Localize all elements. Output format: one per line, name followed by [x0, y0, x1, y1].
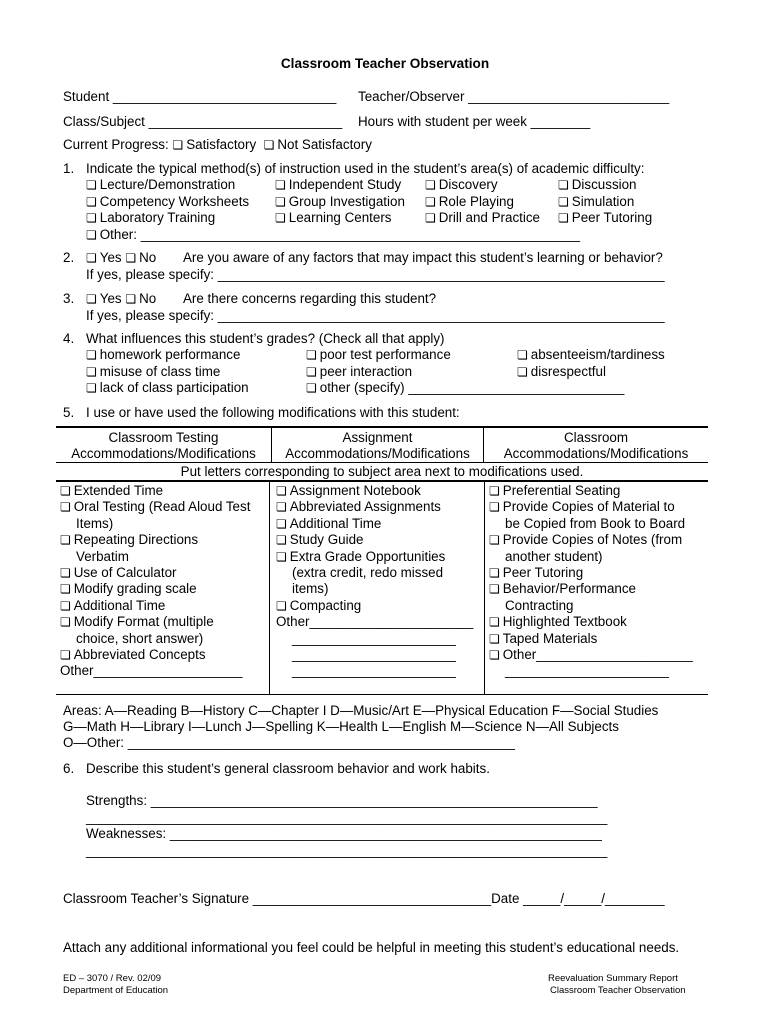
q3-no-checkbox[interactable]: ❏ No	[125, 291, 156, 306]
q3-text: Are there concerns regarding this student?	[183, 291, 437, 306]
q6-number: 6.	[63, 761, 75, 776]
q1-option-checkbox[interactable]: ❏ Discovery	[425, 177, 498, 193]
modification-checkbox[interactable]: ❏ Behavior/Performance	[489, 581, 693, 597]
modification-checkbox[interactable]: ❏ Extended Time	[60, 483, 250, 499]
modification-blank[interactable]: ______________________	[505, 679, 669, 695]
modification-checkbox[interactable]: ❏ Highlighted Textbook	[489, 614, 693, 630]
modification-text: (extra credit, redo missed	[292, 564, 444, 580]
header-line: Accommodations/Modifications	[71, 446, 256, 461]
q1-text: Indicate the typical method(s) of instruction used in the student’s area(s) of academic difficulty:	[86, 161, 645, 176]
table-instruction-border	[56, 480, 708, 482]
footer-form-name: Classroom Teacher Observation	[550, 985, 686, 996]
q4-option-checkbox[interactable]: ❏ homework performance	[86, 347, 240, 363]
q5-number: 5.	[63, 405, 75, 420]
table-instruction: Put letters corresponding to subject area next to modifications used.	[180, 464, 584, 479]
q4-number: 4.	[63, 331, 75, 346]
signature-line[interactable]: Classroom Teacher’s Signature ________________________________Date _____/_____/________	[63, 891, 665, 906]
footer-report-name: Reevaluation Summary Report	[548, 973, 678, 984]
q3-yesno	[86, 291, 156, 307]
modification-checkbox[interactable]: ❏ Oral Testing (Read Aloud Test	[60, 499, 250, 515]
q1-option-checkbox[interactable]: ❏ Simulation	[558, 194, 634, 210]
modification-text: another student)	[505, 548, 603, 564]
modification-checkbox[interactable]: ❏ Provide Copies of Material to	[489, 499, 693, 515]
modification-checkbox[interactable]: ❏ Additional Time	[276, 516, 473, 532]
q5-text: I use or have used the following modifications with this student:	[86, 405, 460, 420]
modification-checkbox[interactable]: ❏ Peer Tutoring	[489, 565, 693, 581]
modification-checkbox[interactable]: ❏ Taped Materials	[489, 631, 693, 647]
weaknesses-field[interactable]: Weaknesses: __________________________________________________________	[86, 826, 602, 841]
q2-specify-field[interactable]: If yes, please specify: ____________________________________________________________	[86, 267, 665, 282]
modification-blank[interactable]: ______________________	[505, 663, 669, 679]
progress-label: Current Progress:	[63, 137, 169, 152]
footer-department: Department of Education	[63, 985, 169, 996]
q2-text: Are you aware of any factors that may impact this student’s learning or behavior?	[183, 250, 663, 265]
table-divider-2b	[484, 482, 485, 694]
footer-form-number: ED – 3070 / Rev. 02/09	[63, 973, 162, 984]
modification-checkbox[interactable]: ❏ Assignment Notebook	[276, 483, 473, 499]
q2-yes-checkbox[interactable]: ❏ Yes	[86, 250, 122, 265]
q3-yes-checkbox[interactable]: ❏ Yes	[86, 291, 122, 306]
q4-option-checkbox[interactable]: ❏ absenteeism/tardiness	[517, 347, 665, 363]
modification-checkbox[interactable]: ❏ Modify Format (multiple	[60, 614, 250, 630]
modification-checkbox[interactable]: ❏ Provide Copies of Notes (from	[489, 532, 693, 548]
q2-yesno	[86, 250, 156, 266]
areas-other-field[interactable]: O—Other: ____________________________________________________	[63, 735, 515, 750]
q1-option-checkbox[interactable]: ❏ Laboratory Training	[86, 210, 215, 226]
modification-blank[interactable]: ______________________	[292, 663, 456, 679]
table-header-classroom	[484, 430, 708, 462]
weaknesses-field-cont[interactable]: ______________________________________________________________________	[86, 843, 608, 858]
classroom-column	[489, 483, 693, 696]
q4-option-checkbox[interactable]: ❏ disrespectful	[517, 364, 606, 380]
modification-blank[interactable]: Other____________________	[60, 663, 243, 679]
modification-blank[interactable]: _____________________	[76, 679, 233, 695]
satisfactory-checkbox[interactable]: ❏ Satisfactory	[172, 137, 256, 152]
modification-checkbox[interactable]: ❏ Additional Time	[60, 598, 250, 614]
attach-note: Attach any additional informational you feel could be helpful in meeting this student’s educational needs.	[63, 940, 680, 955]
areas-line-2: G—Math H—Library I—Lunch J—Spelling K—Health L—English M—Science N—All Subjects	[63, 719, 619, 734]
q1-option-checkbox[interactable]: ❏ Group Investigation	[275, 194, 405, 210]
table-divider-1b	[269, 482, 270, 694]
q6-text: Describe this student’s general classroom behavior and work habits.	[86, 761, 490, 776]
q2-number: 2.	[63, 250, 75, 265]
modification-checkbox[interactable]: ❏ Modify grading scale	[60, 581, 250, 597]
table-header-assignment	[272, 430, 483, 462]
not-satisfactory-checkbox[interactable]: ❏ Not Satisfactory	[264, 137, 372, 152]
assignment-column	[276, 483, 473, 696]
q1-option-checkbox[interactable]: ❏ Lecture/Demonstration	[86, 177, 235, 193]
q4-option-checkbox[interactable]: ❏ poor test performance	[306, 347, 451, 363]
table-top-border	[56, 426, 708, 428]
modification-checkbox[interactable]: ❏ Repeating Directions	[60, 532, 250, 548]
q3-specify-field[interactable]: If yes, please specify: ____________________________________________________________	[86, 308, 665, 323]
modification-blank[interactable]: ______________________	[292, 646, 456, 662]
modification-checkbox[interactable]: ❏ Other_____________________	[489, 647, 693, 663]
modification-checkbox[interactable]: ❏ Abbreviated Concepts	[60, 647, 250, 663]
q1-option-checkbox[interactable]: ❏ Learning Centers	[275, 210, 392, 226]
testing-column	[60, 483, 250, 696]
q2-no-checkbox[interactable]: ❏ No	[125, 250, 156, 265]
current-progress	[63, 137, 372, 153]
q4-option-checkbox[interactable]: ❏ lack of class participation	[86, 380, 249, 396]
q4-option-checkbox[interactable]: ❏ peer interaction	[306, 364, 412, 380]
table-header-border	[56, 462, 708, 463]
modification-blank[interactable]: ______________________	[292, 630, 456, 646]
q4-option-checkbox[interactable]: ❏ other (specify) _____________________________	[306, 380, 624, 396]
modification-text: Items)	[76, 515, 114, 531]
strengths-field-cont[interactable]: ______________________________________________________________________	[86, 810, 608, 825]
modification-text: choice, short answer)	[76, 630, 204, 646]
header-line: Accommodations/Modifications	[503, 446, 689, 461]
modification-checkbox[interactable]: ❏ Study Guide	[276, 532, 473, 548]
q1-option-checkbox[interactable]: ❏ Independent Study	[275, 177, 401, 193]
modification-blank[interactable]: Other______________________	[276, 614, 474, 630]
page-title: Classroom Teacher Observation	[280, 56, 490, 71]
strengths-field[interactable]: Strengths: ____________________________________________________________	[86, 793, 598, 808]
q4-option-checkbox[interactable]: ❏ misuse of class time	[86, 364, 220, 380]
header-line: Accommodations/Modifications	[285, 446, 470, 461]
hours-field[interactable]: Hours with student per week ________	[358, 114, 591, 129]
q1-option-checkbox[interactable]: ❏ Role Playing	[425, 194, 514, 210]
class-subject-field[interactable]: Class/Subject __________________________	[63, 114, 343, 129]
modification-checkbox[interactable]: ❏ Abbreviated Assignments	[276, 499, 473, 515]
q1-number: 1.	[63, 161, 75, 176]
modification-checkbox[interactable]: ❏ Extra Grade Opportunities	[276, 549, 473, 565]
q4-text: What influences this student’s grades? (Check all that apply)	[86, 331, 445, 346]
q3-number: 3.	[63, 291, 75, 306]
areas-line-1: Areas: A—Reading B—History C—Chapter I D—Music/Art E—Physical Education F—Social Studies	[63, 703, 659, 718]
modification-text: be Copied from Book to Board	[505, 515, 686, 531]
modification-checkbox[interactable]: ❏ Preferential Seating	[489, 483, 693, 499]
student-field[interactable]: Student ______________________________	[63, 89, 337, 104]
q1-other-field[interactable]: ❏ Other: ___________________________________________________________	[86, 227, 580, 243]
q1-option-checkbox[interactable]: ❏ Discussion	[558, 177, 637, 193]
modification-text: Contracting	[505, 597, 574, 613]
modification-text: items)	[292, 581, 329, 597]
modification-checkbox[interactable]: ❏ Use of Calculator	[60, 565, 250, 581]
header-line: Classroom	[564, 430, 628, 445]
q1-option-checkbox[interactable]: ❏ Competency Worksheets	[86, 194, 249, 210]
modification-blank[interactable]: ______________________	[292, 679, 456, 695]
header-line: Classroom Testing	[108, 430, 219, 445]
q1-option-checkbox[interactable]: ❏ Drill and Practice	[425, 210, 540, 226]
modification-text: Verbatim	[76, 548, 129, 564]
header-line: Assignment	[342, 430, 413, 445]
q1-option-checkbox[interactable]: ❏ Peer Tutoring	[558, 210, 652, 226]
modification-checkbox[interactable]: ❏ Compacting	[276, 598, 473, 614]
table-header-testing	[56, 430, 271, 462]
teacher-field[interactable]: Teacher/Observer ___________________________	[358, 89, 670, 104]
